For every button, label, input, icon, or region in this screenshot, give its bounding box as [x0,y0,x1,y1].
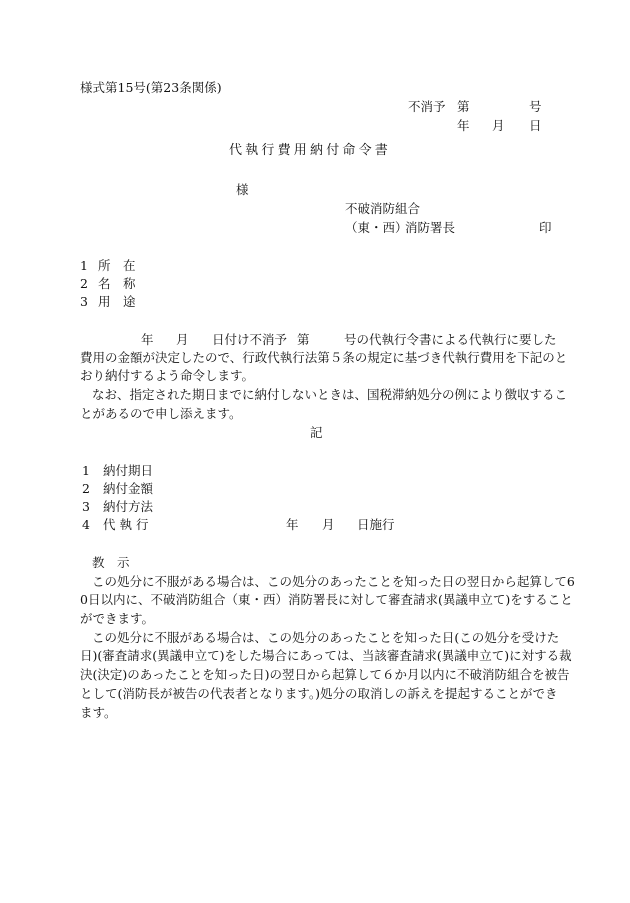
body-year: 年 [141,332,154,347]
issuer-chief: 消防署長 [405,220,456,235]
doc-number-dai: 第 [457,99,470,114]
notice-heading: 教 示 [92,555,130,570]
detail-num: 1 [82,463,90,478]
body-day-ref: 日付け不消予 [212,332,288,347]
notice-line: 日)(審査請求(異議申立て)をした場合にあっては、当該審査請求(異議申立て)に対する裁 [80,648,572,663]
detail-num: 3 [82,499,90,514]
issue-date-year: 年 [457,118,470,133]
detail-label: 納付期日 [103,463,154,478]
seal-mark: 印 [539,220,552,235]
subject-item-label: 所 在 [98,258,136,273]
document-title: 代執行費用納付命令書 [229,143,392,158]
issuer-branch: （東・西） [345,220,408,235]
notice-line: 決(決定)のあったことを知った日)の翌日から起算して６か月以内に不破消防組合を被告 [80,667,570,682]
body-line-3: おり納付するよう命令します。 [80,368,255,383]
detail-num: 4 [82,517,90,532]
subject-item-num: 2 [80,276,88,291]
body-line-5: とがあるので申し添えます。 [80,406,242,421]
issue-date-month: 月 [492,118,505,133]
notice-line: この処分に不服がある場合は、この処分のあったことを知った日の翌日から起算して6 [92,574,575,589]
subject-item-label: 名 称 [98,276,136,291]
issuer-org: 不破消防組合 [345,201,421,216]
detail-label: 納付金額 [103,481,154,496]
body-line-1-rest: 号の代執行令書による代執行に要した [344,332,557,347]
detail-month: 月 [322,517,335,532]
body-month: 月 [176,332,189,347]
subject-item-label: 用 途 [98,294,136,309]
issue-date-day: 日 [529,118,542,133]
subject-item-num: 3 [80,294,88,309]
body-line-4: なお、指定された期日までに納付しないときは、国税滞納処分の例により徴収するこ [92,387,568,402]
detail-label: 代 執 行 [103,517,149,532]
doc-number-go: 号 [529,99,542,114]
detail-label: 納付方法 [103,499,154,514]
ki-heading: 記 [310,425,323,440]
notice-line: この処分に不服がある場合は、この処分のあったことを知った日(この処分を受けた [92,630,560,645]
detail-num: 2 [82,481,90,496]
body-line-2: 費用の金額が決定したので、行政代執行法第５条の規定に基づき代執行費用を下記のと [80,350,568,365]
addressee-suffix: 様 [236,182,249,197]
doc-number-prefix: 不消予 [408,99,446,114]
detail-day: 日施行 [357,517,395,532]
notice-line: ができます。 [80,611,155,626]
notice-line: ます。 [80,705,117,720]
notice-line: 0日以内に、不破消防組合（東・西）消防署長に対して審査請求(異議申立て)をすること [80,592,573,607]
form-number: 様式第15号(第23条関係) [80,80,222,95]
detail-year: 年 [286,517,299,532]
body-dai: 第 [297,332,310,347]
notice-line: として(消防長が被告の代表者となります。)処分の取消しの訴えを提起することができ [80,686,558,701]
subject-item-num: 1 [80,258,88,273]
